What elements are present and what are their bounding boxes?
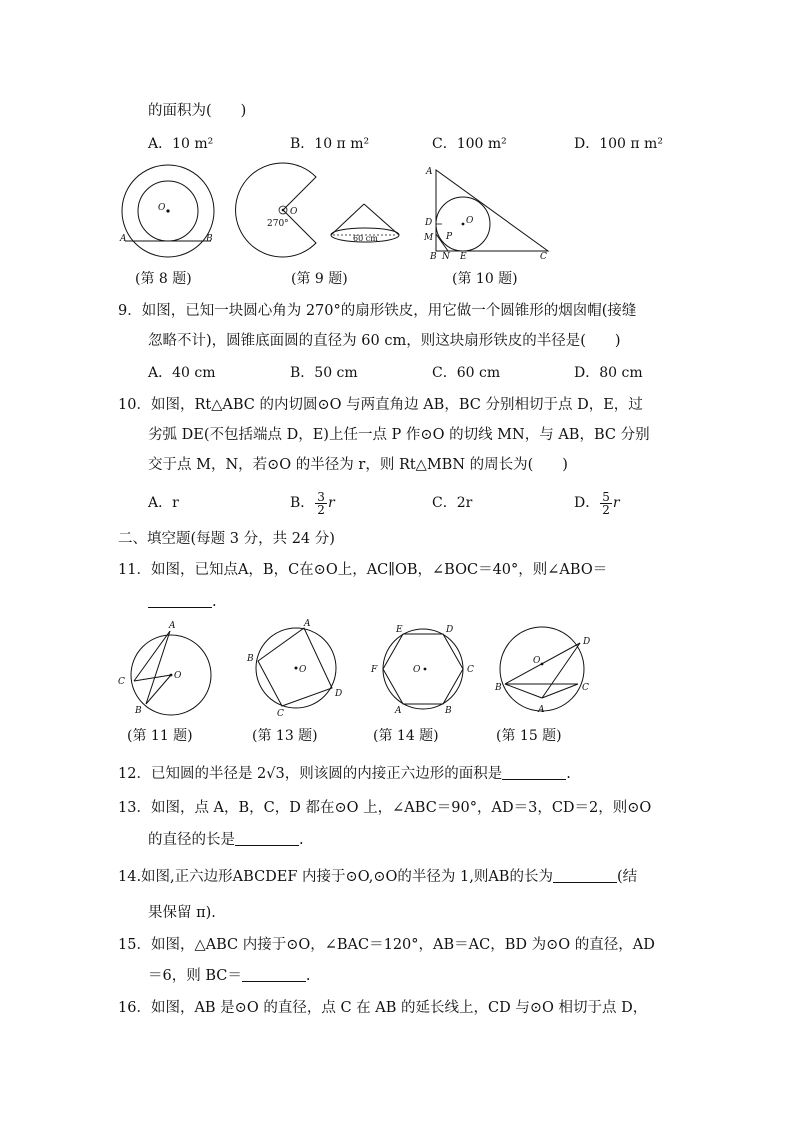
f14-label-o: O [413,665,421,675]
q10-option-b-var: r [327,495,335,511]
q12-answer-blank[interactable] [502,765,566,780]
figure-q13 [242,618,352,723]
f15-label-a: A [538,705,545,715]
f14-label-c: C [467,665,474,675]
q13-line2-text: 的直径的长是 [148,832,235,848]
q9-option-a: A．40 cm [148,365,216,381]
q9-option-b: B．50 cm [290,365,358,381]
f14-label-f: F [371,665,378,675]
f10-label-a: A [426,167,433,177]
q10-option-a: A．r [148,495,179,511]
caption-q14: (第 14 题) [373,728,439,744]
q10-option-b-label: B． [290,495,315,511]
f13-label-d: D [335,689,343,699]
caption-q13: (第 13 题) [252,728,318,744]
q8-option-c: C．100 m² [432,136,507,152]
caption-q10: (第 10 题) [452,271,518,287]
f13-label-a: A [304,619,311,629]
q14-line1-text: 14.如图,正六边形ABCDEF 内接于⊙O,⊙O的半径为 1,则AB的长为 [118,869,553,885]
f10-label-d: D [425,218,433,228]
f10-label-p: P [446,232,453,242]
f11-label-c: C [118,677,125,687]
q11-period: . [212,594,217,610]
caption-q9: (第 9 题) [291,271,348,287]
f15-label-b: B [495,683,502,693]
figure-q9-cone [327,202,407,252]
f10-label-e: E [460,252,467,262]
q10-line3: 交于点 M，N，若⊙O 的半径为 r，则 Rt△MBN 的周长为( ) [148,457,568,473]
q8-option-b: B．10 π m² [290,136,370,152]
f10-label-m: M [424,233,434,243]
f14-label-a: A [395,706,402,716]
q15-line1: 15．如图，△ABC 内接于⊙O，∠BAC＝120°，AB＝AC，BD 为⊙O 的直径，AD [118,937,655,953]
figure-q8 [118,158,228,268]
q15-line2-text: ＝6，则 BC＝ [148,968,242,984]
q12-text: 12．已知圆的半径是 2√3，则该圆的内接正六边形的面积是 [118,766,503,782]
f8-label-b: B [206,234,213,244]
f15-label-d: D [583,637,591,647]
caption-q8: (第 8 题) [135,271,192,287]
figure-q10 [420,162,560,272]
q14-line2: 果保留 π). [148,905,216,921]
q10-option-b-fraction: $\frac{3}{2}$ [317,489,325,517]
f15-label-o: O [533,656,541,666]
q9-option-c: C．60 cm [432,365,501,381]
q14-answer-blank[interactable] [553,868,617,883]
f8-label-a: A [120,234,127,244]
q9-option-d: D．80 cm [574,365,643,381]
q14-line1 [118,867,637,887]
q15-line2 [148,966,310,986]
f10-label-n: N [442,252,450,262]
f14-label-e: E [396,625,403,635]
f9-label-60cm: 60 cm [353,234,378,243]
q15-period: . [305,968,311,984]
f15-label-c: C [582,683,589,693]
f11-label-b: B [135,706,142,716]
f13-label-o: O [299,665,307,675]
q13-line2 [148,830,304,850]
caption-q11: (第 11 题) [127,728,193,744]
q15-answer-blank[interactable] [242,967,306,982]
q9-line2: 忽略不计)，圆锥底面圆的直径为 60 cm，则这块扇形铁皮的半径是( ) [148,333,621,349]
q10-option-d-var: r [612,495,620,511]
q13-answer-blank[interactable] [235,831,299,846]
q11-answer-blank[interactable] [148,593,212,608]
q16-line1: 16．如图，AB 是⊙O 的直径，点 C 在 AB 的延长线上，CD 与⊙O 相切于点 D， [118,1000,648,1016]
f9-label-270: 270° [267,219,289,229]
f13-label-c: C [277,709,284,719]
q12-line [118,764,571,784]
q10-option-d-fraction: $\frac{5}{2}$ [602,489,610,517]
q11-line1: 11．如图，已知点A，B，C在⊙O上，AC∥OB，∠BOC＝40°，则∠ABO＝ [118,562,608,578]
q8-option-d: D．100 π m² [574,136,663,152]
f11-label-a: A [169,621,176,631]
figure-q14 [368,618,478,723]
f9-label-o: O [290,207,298,217]
q10-line1: 10．如图，Rt△ABC 的内切圆⊙O 与两直角边 AB，BC 分别相切于点 D，E，过 [118,397,643,413]
q13-line1: 13．如图，点 A，B，C，D 都在⊙O 上，∠ABC＝90°，AD＝3，CD＝2，则⊙O [118,800,652,816]
q8-tail-text: 的面积为( ) [148,103,247,119]
q14-line1-post: (结 [616,869,638,885]
figure-q11 [115,618,225,723]
q10-line2: 劣弧 DE(不包括端点 D，E)上任一点 P 作⊙O 的切线 MN，与 AB，BC 分别 [148,427,650,443]
f10-label-c: C [540,252,547,262]
q12-period: . [566,766,571,782]
q8-option-a: A．10 m² [148,136,214,152]
f13-label-b: B [247,654,254,664]
q10-option-b [290,484,335,522]
f10-label-o: O [466,216,474,226]
f14-label-b: B [445,706,452,716]
q13-period: . [299,832,304,848]
q11-line2 [148,592,217,612]
section-2-heading: 二、填空题(每题 3 分，共 24 分) [118,531,335,547]
f11-label-o: O [174,671,182,681]
f14-label-d: D [446,625,454,635]
figure-q15 [492,618,602,723]
q10-option-d-label: D． [574,495,600,511]
caption-q15: (第 15 题) [496,728,562,744]
figure-q9-sector [235,160,335,260]
f10-label-b: B [430,252,437,262]
q10-option-d [574,484,620,522]
f8-label-o: O [158,203,166,213]
q10-option-c: C．2r [432,495,473,511]
q9-line1: 9．如图，已知一块圆心角为 270°的扇形铁皮，用它做一个圆锥形的烟囱帽(接缝 [118,303,637,319]
